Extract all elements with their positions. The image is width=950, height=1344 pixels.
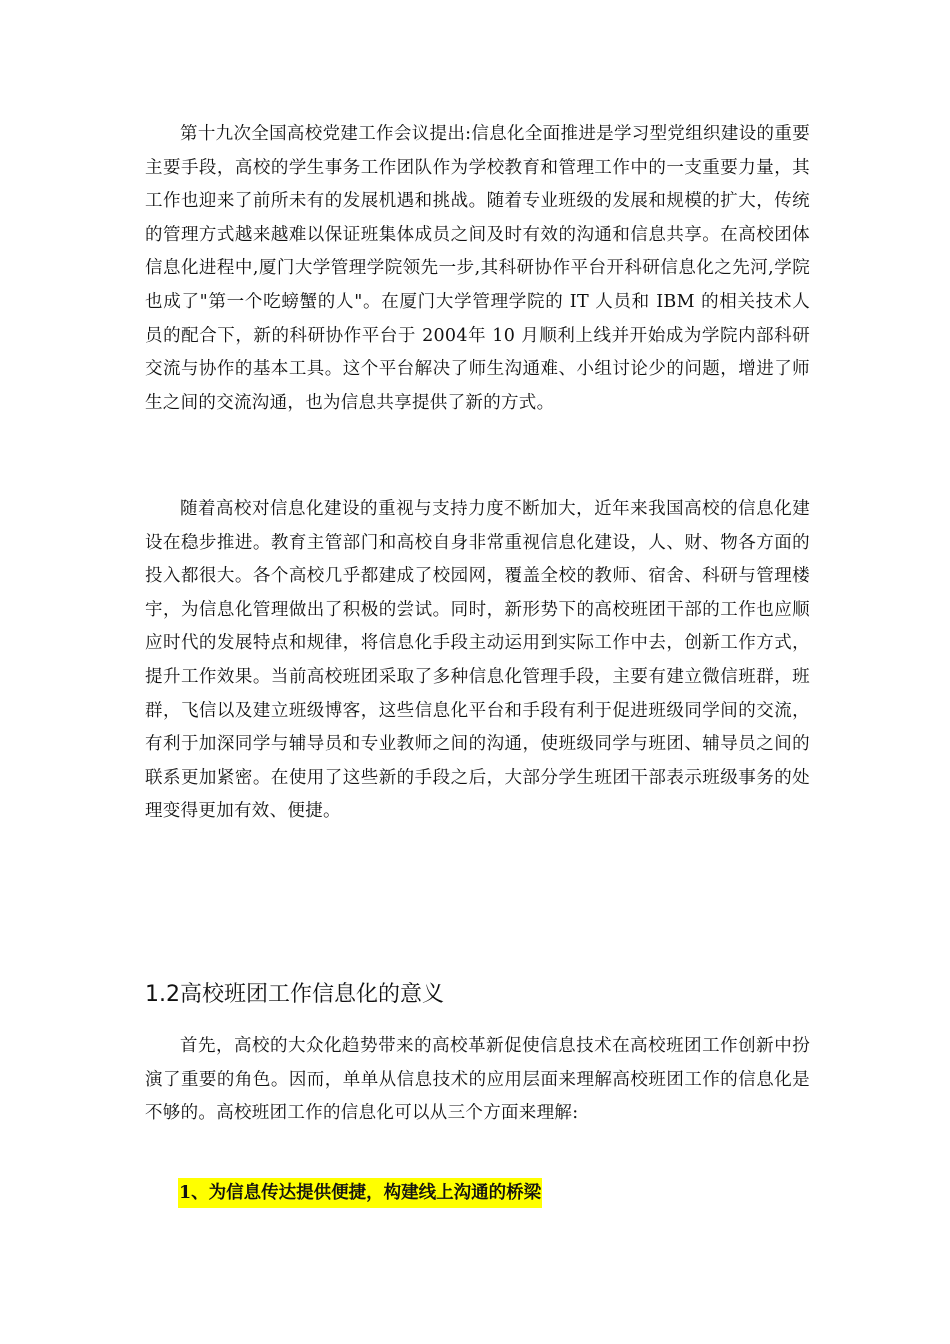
paragraph-3: 首先，高校的大众化趋势带来的高校革新促使信息技术在高校班团工作创新中扮演了重要的角色。因而，单单从信息技术的应用层面来理解高校班团工作的信息化是不够的。高校班团工作的信息化可以从三个方面来理解: (145, 1036, 810, 1124)
section-heading: 1.2高校班团工作信息化的意义 (145, 982, 444, 1007)
paragraph-1: 第十九次全国高校党建工作会议提出:信息化全面推进是学习型党组织建设的重要主要手段，高校的学生事务工作团队作为学校教育和管理工作中的一支重要力量，其工作也迎来了前所未有的发展机遇和挑战。随着专业班级的发展和规模的扩大，传统的管理方式越来越难以保证班集体成员之间及时有效的沟通和信息共享。在高校团体信息化进程中,厦门大学管理学院领先一步,其科研协作平台开科研信息化之先河,学院也成了"第一个吃螃蟹的人"。在厦门大学管理学院的 IT 人员和 IBM 的相关技术人员的配合下，新的科研协作平台于 2004年 10 月顺利上线并开始成为学院内部科研交流与协作的基本工具。这个平台解决了师生沟通难、小组讨论少的问题，增进了师生之间的交流沟通，也为信息共享提供了新的方式。 (145, 124, 810, 413)
paragraph-2: 随着高校对信息化建设的重视与支持力度不断加大，近年来我国高校的信息化建设在稳步推进。教育主管部门和高校自身非常重视信息化建设，人、财、物各方面的投入都很大。各个高校几乎都建成了校园网，覆盖全校的教师、宿舍、科研与管理楼宇，为信息化管理做出了积极的尝试。同时，新形势下的高校班团干部的工作也应顺应时代的发展特点和规律，将信息化手段主动运用到实际工作中去，创新工作方式，提升工作效果。当前高校班团采取了多种信息化管理手段，主要有建立微信班群，班群，飞信以及建立班级博客，这些信息化平台和手段有利于促进班级同学间的交流，有利于加深同学与辅导员和专业教师之间的沟通，使班级同学与班团、辅导员之间的联系更加紧密。在使用了这些新的手段之后，大部分学生班团干部表示班级事务的处理变得更加有效、便捷。 (145, 499, 810, 822)
highlighted-list-item: 1、为信息传达提供便捷，构建线上沟通的桥梁 (178, 1178, 542, 1208)
